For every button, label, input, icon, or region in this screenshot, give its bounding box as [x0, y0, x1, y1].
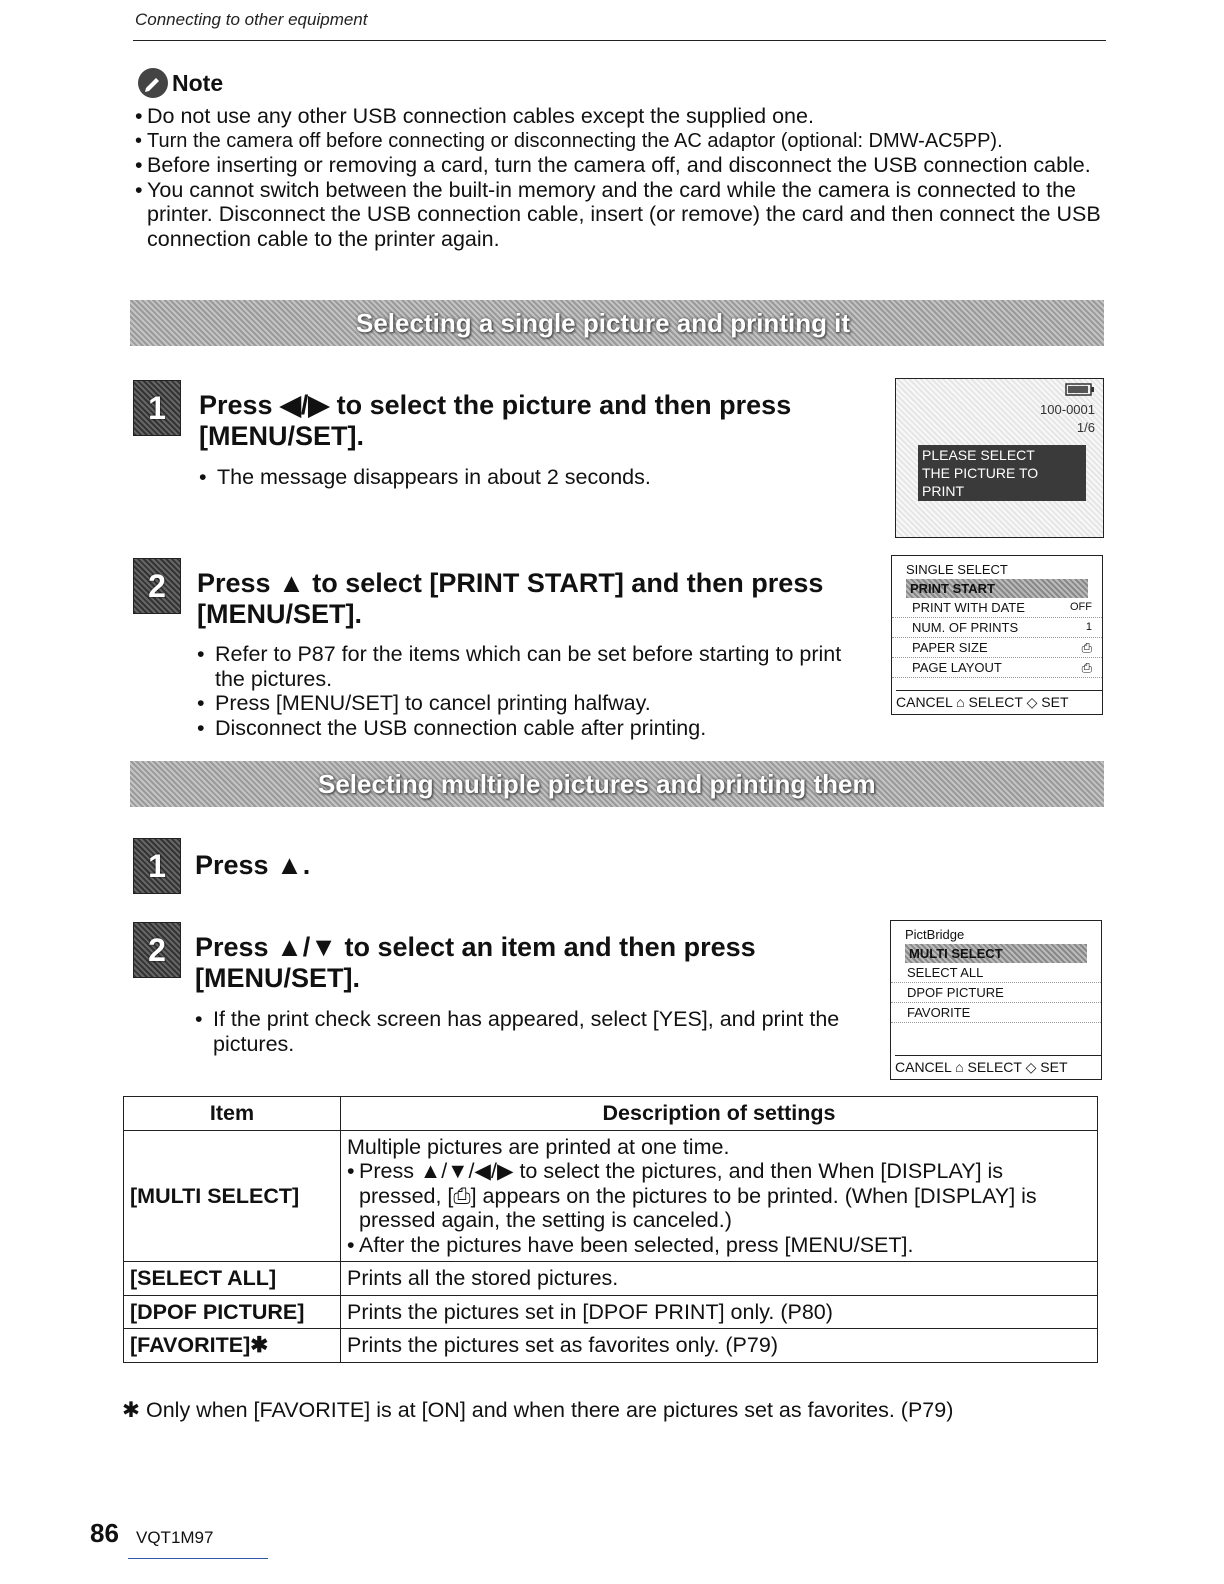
menu-item: PAPER SIZE ⎙ [892, 638, 1102, 658]
note-list [135, 104, 1110, 251]
menu-footer: CANCEL ⌂ SELECT ◇ SET [895, 1055, 1101, 1077]
step-number-2: 2 [133, 558, 181, 614]
desc-bullet: • After the pictures have been selected, press [MENU/SET]. [347, 1233, 1091, 1258]
note-item: • Turn the camera off before connecting or disconnecting the AC adaptor (optional: DMW-AC5PP). [135, 129, 1110, 154]
menu-selected: MULTI SELECT [905, 944, 1087, 963]
table-cell-item: [SELECT ALL] [124, 1262, 341, 1296]
footnote: ✱ Only when [FAVORITE] is at [ON] and when there are pictures set as favorites. (P79) [122, 1398, 954, 1422]
table-row [124, 1262, 1098, 1296]
menu-item: PRINT WITH DATE OFF [892, 598, 1102, 618]
table-row [124, 1130, 1098, 1262]
table-cell-item: [DPOF PICTURE] [124, 1295, 341, 1329]
step-bullet: • The message disappears in about 2 seconds. [199, 465, 879, 490]
step-number-1: 1 [133, 380, 181, 436]
footer-divider [128, 1558, 268, 1559]
column-header: Item [124, 1097, 341, 1131]
picture-count: 1/6 [1076, 420, 1095, 435]
camera-screen-pictbridge [890, 920, 1102, 1080]
menu-item: PAGE LAYOUT ⎙ [892, 658, 1102, 678]
step-bullets [199, 465, 879, 490]
note-heading [138, 68, 223, 98]
step-title: Press ◀/▶ to select the picture and then press [MENU/SET]. [199, 390, 792, 451]
menu-title: PictBridge [905, 927, 965, 942]
table-cell-item: [FAVORITE]✱ [124, 1329, 341, 1363]
page-number: 86 [90, 1518, 119, 1548]
section-title: Selecting multiple pictures and printing them [318, 768, 876, 799]
step-title: Press ▲/▼ to select an item and then press [MENU/SET]. [195, 932, 756, 993]
table-header-row [124, 1097, 1098, 1131]
step-bullet: • Disconnect the USB connection cable after printing. [197, 716, 877, 741]
column-header: Description of settings [341, 1097, 1098, 1131]
step-bullets [197, 642, 877, 740]
header-divider [133, 40, 1106, 41]
file-number: 100-0001 [1040, 402, 1095, 417]
step-title: Press ▲ to select [PRINT START] and then press [MENU/SET]. [197, 568, 824, 629]
menu-footer: CANCEL ⌂ SELECT ◇ SET [896, 690, 1102, 712]
table-cell-item: [MULTI SELECT] [124, 1130, 341, 1262]
step-number-1: 1 [133, 838, 181, 894]
step-number-2: 2 [133, 922, 181, 978]
menu-item: DPOF PICTURE [891, 983, 1101, 1003]
section-header: Connecting to other equipment [135, 10, 368, 29]
table-row [124, 1295, 1098, 1329]
table-row [124, 1329, 1098, 1363]
screen-status [1040, 383, 1095, 437]
menu-title: SINGLE SELECT [906, 562, 1008, 577]
section-banner-multi [130, 761, 1104, 807]
step-bullet: • If the print check screen has appeared, select [YES], and print the pictures. [195, 1007, 855, 1056]
menu-item: FAVORITE [891, 1003, 1101, 1023]
table-cell-desc: Prints all the stored pictures. [341, 1262, 1098, 1296]
note-title: Note [172, 69, 224, 96]
step-bullets [195, 1007, 855, 1056]
settings-table [123, 1096, 1098, 1363]
section-title: Selecting a single picture and printing it [356, 307, 851, 338]
camera-screen-single-select [891, 555, 1103, 715]
table-cell-desc: Prints the pictures set as favorites only. (P79) [341, 1329, 1098, 1363]
desc-intro: Multiple pictures are printed at one time. [347, 1134, 730, 1159]
menu-item: NUM. OF PRINTS 1 [892, 618, 1102, 638]
battery-icon [1040, 383, 1095, 401]
step-bullet: • Refer to P87 for the items which can be set before starting to print the pictures. [197, 642, 877, 691]
camera-screen-select-picture [895, 378, 1104, 538]
note-icon [138, 68, 168, 98]
note-item: • Do not use any other USB connection cables except the supplied one. [135, 104, 1110, 129]
section-banner-single [130, 300, 1104, 346]
menu-selected: PRINT START [906, 579, 1088, 598]
desc-bullet: • Press ▲/▼/◀/▶ to select the pictures, and then When [DISPLAY] is pressed, [⎙] appears on the pictures to be printed. (When [DISPLAY] is pressed again, the setting is canceled.) [347, 1159, 1091, 1233]
step-title: Press ▲. [195, 850, 311, 880]
note-item: • You cannot switch between the built-in memory and the card while the camera is connected to the printer. Disconnect the USB connection cable, insert (or remove) the card and then connect the USB connection cable to the printer again. [135, 178, 1110, 252]
screen-message: PLEASE SELECT THE PICTURE TO PRINT [918, 445, 1086, 501]
table-cell-desc: Prints the pictures set in [DPOF PRINT] only. (P80) [341, 1295, 1098, 1329]
menu-item: SELECT ALL [891, 963, 1101, 983]
table-cell-desc [341, 1130, 1098, 1262]
note-item: • Before inserting or removing a card, turn the camera off, and disconnect the USB connection cable. [135, 153, 1110, 178]
document-code: VQT1M97 [136, 1528, 214, 1547]
step-bullet: • Press [MENU/SET] to cancel printing halfway. [197, 691, 877, 716]
